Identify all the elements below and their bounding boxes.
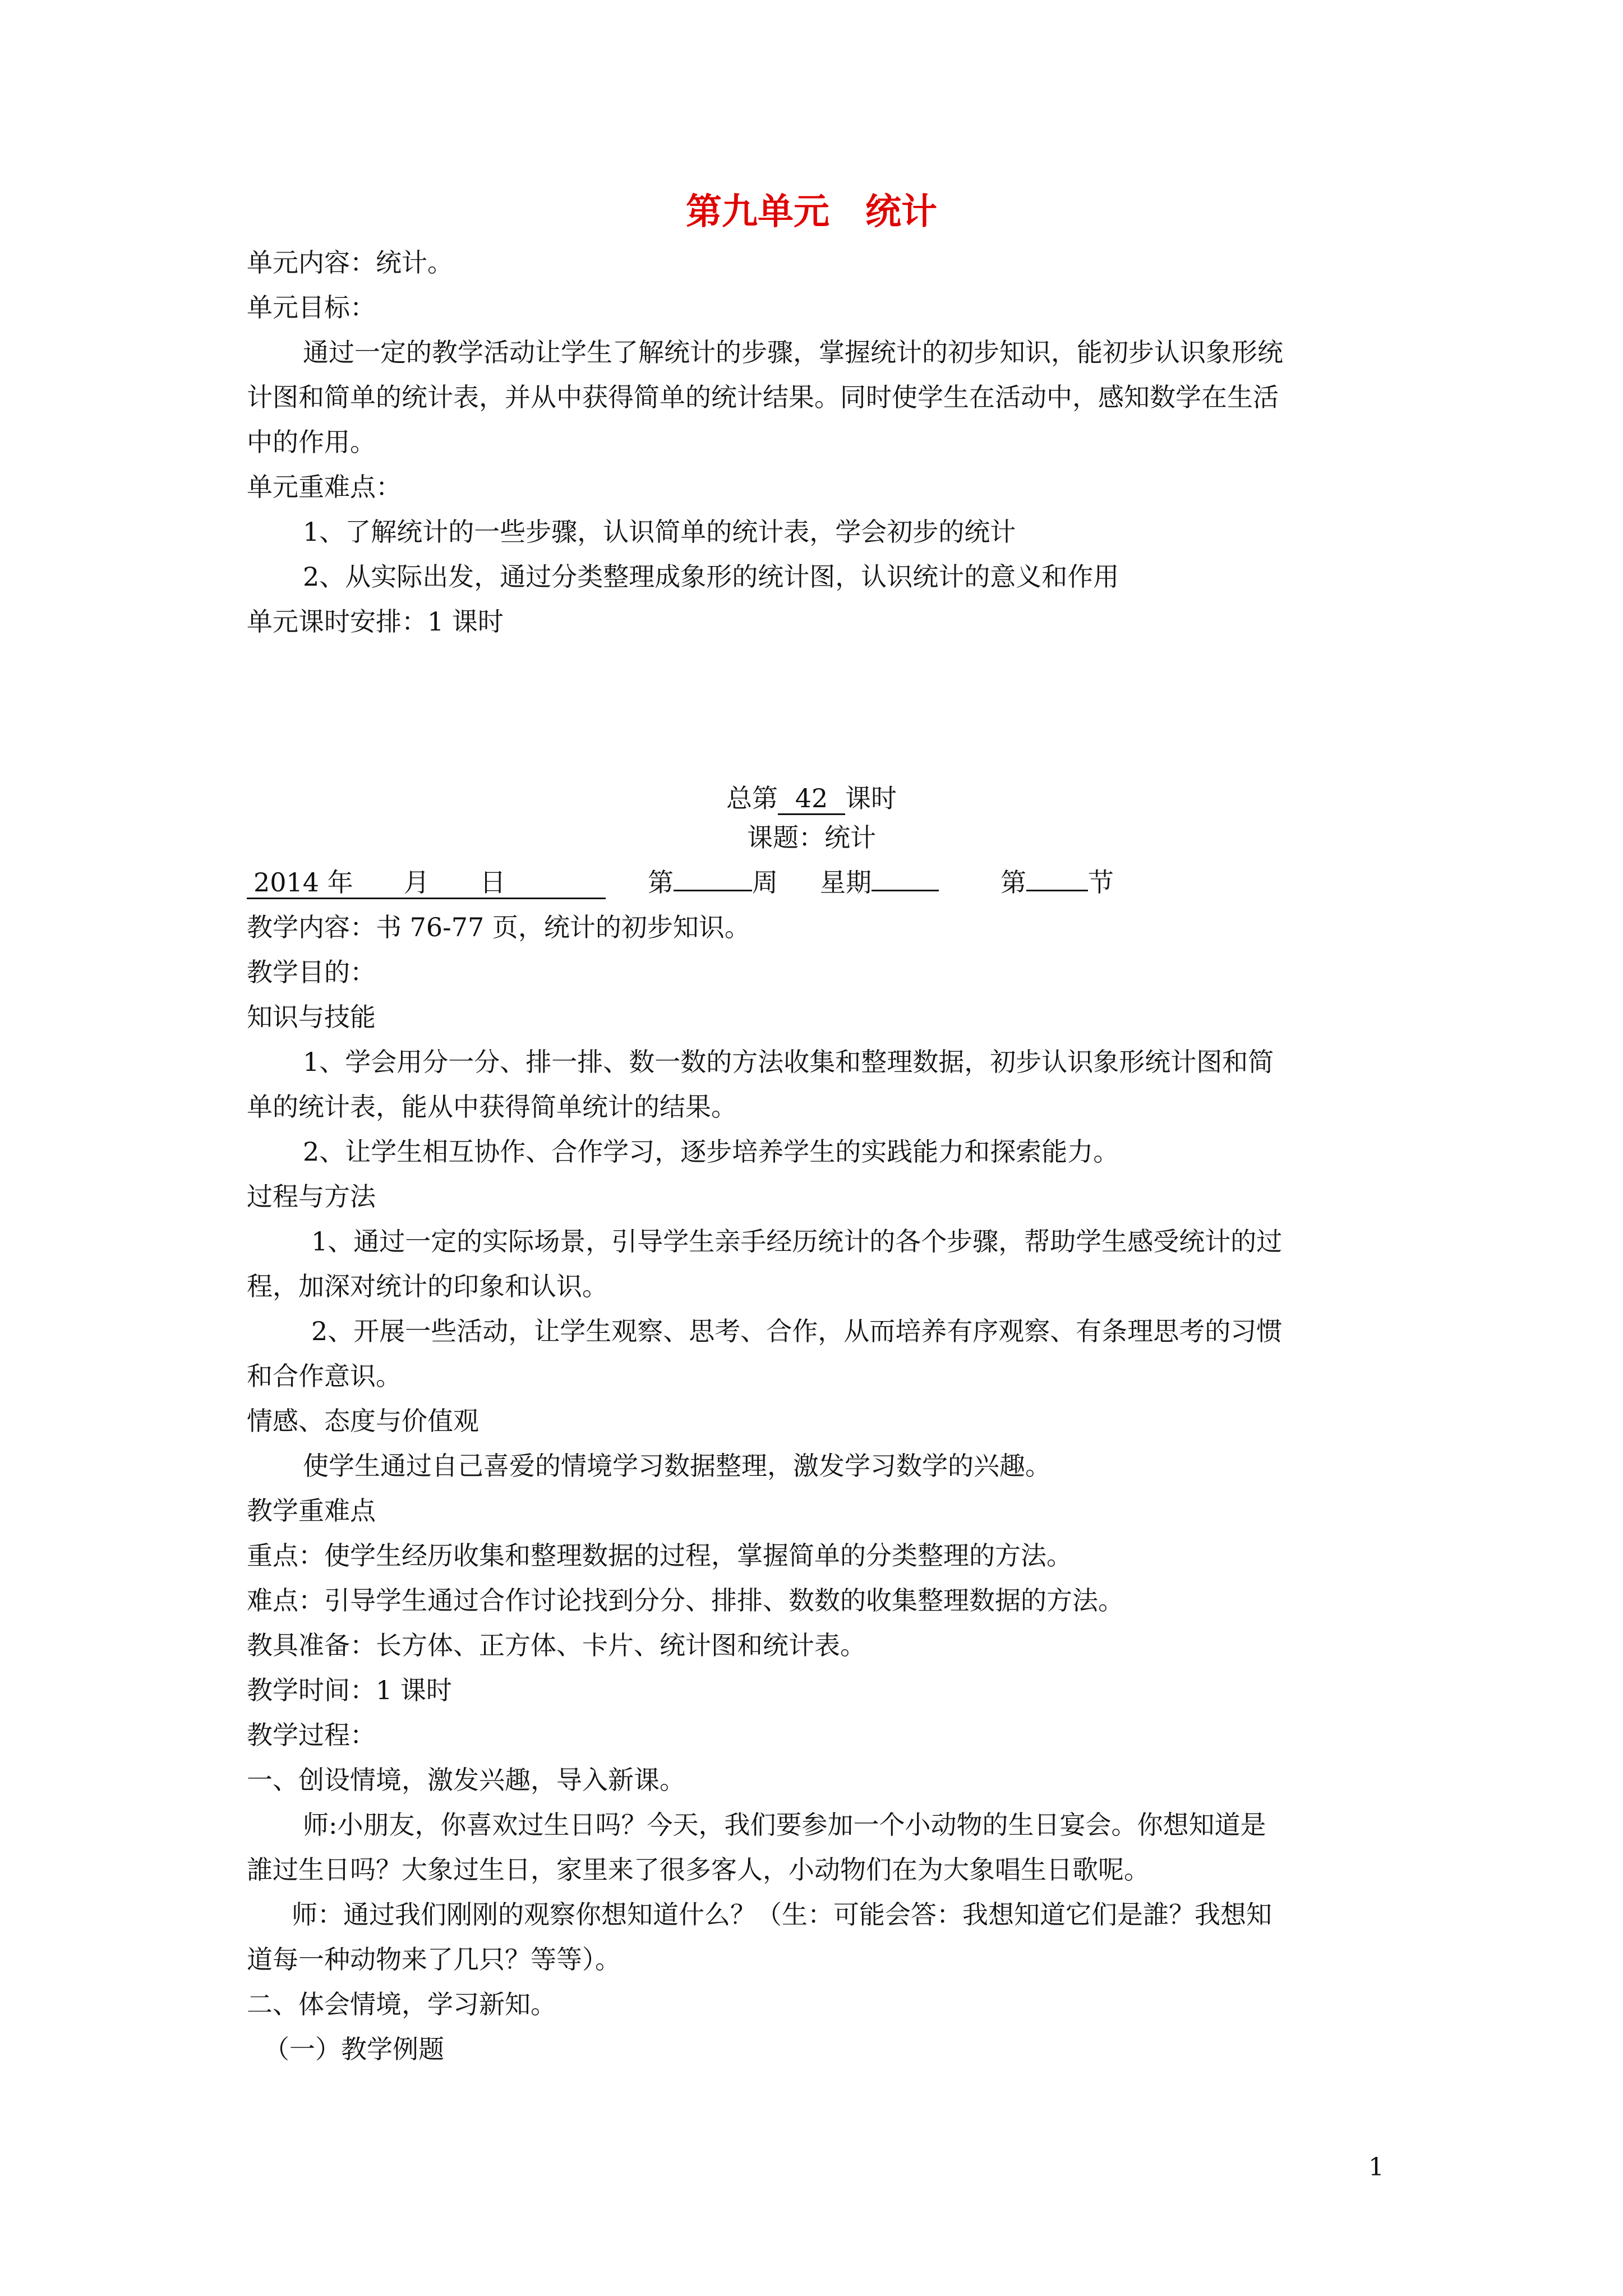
body-line: 教学时间：1 课时 [247,1675,452,1705]
unit-title: 第九单元 统计 [686,191,937,233]
body-line: 二、体会情境，学习新知。 [247,1989,556,2019]
body-line: 教学过程： [247,1720,376,1750]
body-line: 教学重难点 [247,1496,376,1526]
date-year: 2014 年 [253,867,353,898]
week-blank [674,890,752,891]
total-suffix: 课时 [845,783,897,813]
body-line: 难点：引导学生通过合作讨论找到分分、排排、数数的收集整理数据的方法。 [247,1585,1124,1616]
body-line: 1、通过一定的实际场景，引导学生亲手经历统计的各个步骤，帮助学生感受统计的过 [311,1226,1283,1257]
section-prefix: 第 [1000,867,1026,898]
body-line: 和合作意识。 [247,1361,402,1391]
body-line: 重点：使学生经历收集和整理数据的过程，掌握简单的分类整理的方法。 [247,1540,1072,1571]
body-line: 使学生通过自己喜爱的情境学习数据整理，激发学习数学的兴趣。 [303,1451,1051,1481]
body-line: 教具准备：长方体、正方体、卡片、统计图和统计表。 [247,1630,866,1660]
body-line: 单的统计表，能从中获得简单统计的结果。 [247,1092,737,1122]
date-day: 日 [479,867,506,898]
lesson-date-row [247,866,1114,899]
body-line: 教学内容：书 76-77 页，统计的初步知识。 [247,912,750,942]
unit-key-point: 1、了解统计的一些步骤，认识简单的统计表，学会初步的统计 [303,517,1016,547]
unit-schedule: 单元课时安排：1 课时 [247,606,504,637]
body-line: 程，加深对统计的印象和认识。 [247,1271,608,1301]
body-line: （一）教学例题 [264,2034,444,2064]
date-underline [247,867,606,899]
unit-goal-line: 中的作用。 [247,427,376,457]
weekday-label: 星期 [820,867,872,898]
unit-key-point: 2、从实际出发，通过分类整理成象形的统计图，认识统计的意义和作用 [303,562,1119,592]
body-line: 2、让学生相互协作、合作学习，逐步培养学生的实践能力和探索能力。 [303,1137,1119,1167]
body-line: 过程与方法 [247,1181,376,1212]
total-number: 42 [778,783,845,815]
lesson-total-count [0,781,1623,815]
unit-goal-line: 计图和简单的统计表，并从中获得简单的统计结果。同时使学生在活动中，感知数学在生活 [247,382,1279,412]
body-line: 教学目的： [247,957,376,987]
body-line: 知识与技能 [247,1002,376,1032]
body-line: 师：通过我们刚刚的观察你想知道什么？（生：可能会答：我想知道它们是誰？我想知 [292,1899,1272,1930]
body-line: 一、创设情境，激发兴趣，导入新课。 [247,1765,685,1795]
unit-goal-line: 通过一定的教学活动让学生了解统计的步骤，掌握统计的初步知识，能初步认识象形统 [303,337,1283,367]
week-suffix: 周 [752,867,778,898]
lesson-topic: 课题：统计 [747,822,876,853]
body-line: 师:小朋友，你喜欢过生日吗？今天，我们要参加一个小动物的生日宴会。你想知道是 [303,1810,1266,1840]
unit-content: 单元内容：统计。 [247,247,453,278]
unit-key-label: 单元重难点： [247,472,402,502]
body-line: 1、学会用分一分、排一排、数一数的方法收集和整理数据，初步认识象形统计图和简 [303,1047,1274,1077]
unit-goal-label: 单元目标： [247,292,376,323]
date-month: 月 [403,867,430,898]
body-line: 道每一种动物来了几只？等等）。 [247,1944,621,1975]
total-prefix: 总第 [726,783,778,813]
body-line: 情感、态度与价值观 [247,1406,479,1436]
week-prefix: 第 [648,867,674,898]
weekday-blank [872,890,939,891]
section-suffix: 节 [1088,867,1114,898]
section-blank [1026,890,1088,891]
body-line: 誰过生日吗？大象过生日，家里来了很多客人，小动物们在为大象唱生日歌呢。 [247,1855,1150,1885]
body-line: 2、开展一些活动，让学生观察、思考、合作，从而培养有序观察、有条理思考的习惯 [311,1316,1283,1346]
page-number: 1 [1368,2153,1384,2182]
